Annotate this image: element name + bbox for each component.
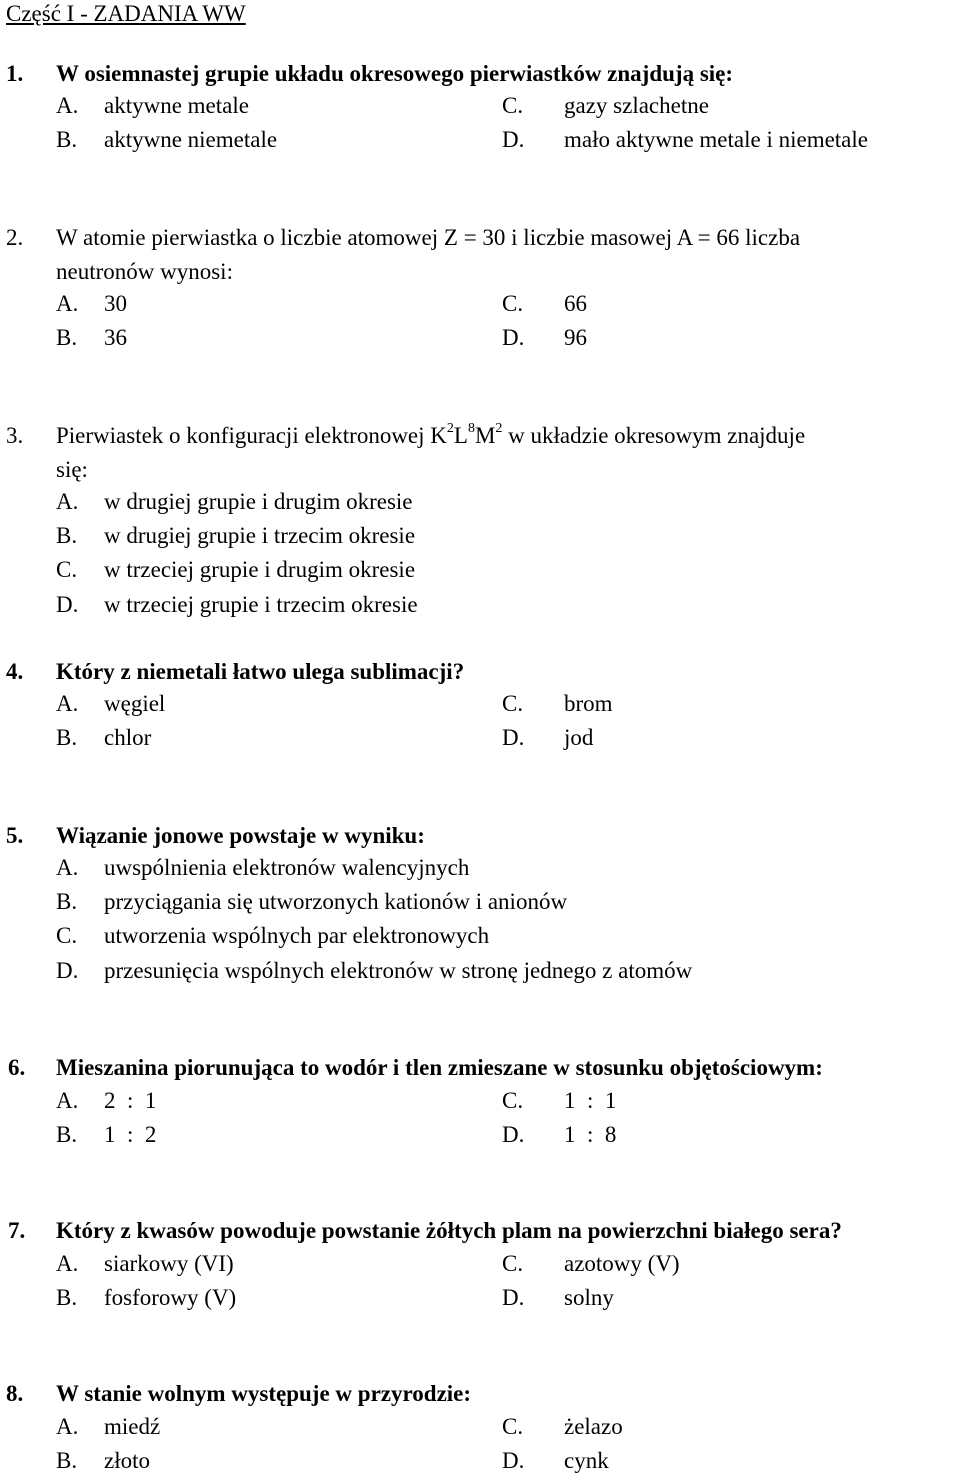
option-text: brom xyxy=(564,691,613,716)
option-label: A. xyxy=(56,855,79,880)
option-label: C. xyxy=(502,1088,524,1113)
question-text: W atomie pierwiastka o liczbie atomowej Z = 30 i liczbie masowej A = 66 liczba xyxy=(56,225,801,250)
option-text: 1 : 8 xyxy=(564,1122,617,1147)
option-label: B. xyxy=(56,523,78,548)
question-text-part: Pierwiastek o konfiguracji elektronowej K xyxy=(56,423,447,448)
superscript: 2 xyxy=(446,421,454,436)
question-text-part: w układzie okresowym znajduje xyxy=(502,423,806,448)
option-text: aktywne niemetale xyxy=(104,127,278,152)
option-label: A. xyxy=(56,1414,79,1439)
option-text: cynk xyxy=(564,1448,609,1473)
option-text: fosforowy (V) xyxy=(104,1285,237,1310)
option-label: C. xyxy=(502,1414,524,1439)
option-label: D. xyxy=(502,725,525,750)
option-text: 36 xyxy=(104,325,127,350)
option-text: w drugiej grupie i drugim okresie xyxy=(104,489,413,514)
question-number: 8. xyxy=(6,1381,24,1406)
option-text: w trzeciej grupie i trzecim okresie xyxy=(104,592,418,617)
option-text: miedź xyxy=(104,1414,161,1439)
question-text: W stanie wolnym występuje w przyrodzie: xyxy=(56,1381,472,1406)
option-text: 1 : 1 xyxy=(564,1088,617,1113)
question-number: 5. xyxy=(6,823,24,848)
question-number: 7. xyxy=(8,1218,26,1243)
option-label: D. xyxy=(56,958,79,983)
question-text xyxy=(56,421,806,448)
option-text: gazy szlachetne xyxy=(564,93,709,118)
option-label: B. xyxy=(56,127,78,152)
option-text: chlor xyxy=(104,725,152,750)
option-label: C. xyxy=(502,1251,524,1276)
option-text: siarkowy (VI) xyxy=(104,1251,234,1276)
question-text-continued: neutronów wynosi: xyxy=(56,259,233,284)
option-label: A. xyxy=(56,691,79,716)
superscript: 2 xyxy=(495,421,503,436)
option-text: w drugiej grupie i trzecim okresie xyxy=(104,523,416,548)
question-text-continued: się: xyxy=(56,457,88,482)
option-text: uwspólnienia elektronów walencyjnych xyxy=(104,855,470,880)
option-text: azotowy (V) xyxy=(564,1251,680,1276)
question-text-part: L xyxy=(453,423,468,448)
option-label: B. xyxy=(56,1122,78,1147)
option-label: D. xyxy=(502,127,525,152)
option-text: 1 : 2 xyxy=(104,1122,157,1147)
option-label: A. xyxy=(56,489,79,514)
option-text: przyciągania się utworzonych kationów i anionów xyxy=(104,889,568,914)
option-text: 2 : 1 xyxy=(104,1088,157,1113)
option-label: B. xyxy=(56,725,78,750)
option-text: 96 xyxy=(564,325,587,350)
option-text: solny xyxy=(564,1285,614,1310)
option-label: D. xyxy=(502,1122,525,1147)
option-label: C. xyxy=(502,291,524,316)
question-number: 1. xyxy=(6,61,24,86)
option-label: D. xyxy=(502,1448,525,1473)
question-text: Który z niemetali łatwo ulega sublimacji? xyxy=(56,659,465,684)
option-text: jod xyxy=(564,725,594,750)
question-text: Wiązanie jonowe powstaje w wyniku: xyxy=(56,823,425,848)
option-text: mało aktywne metale i niemetale xyxy=(564,127,868,152)
question-text: W osiemnastej grupie układu okresowego pierwiastków znajdują się: xyxy=(56,61,734,86)
option-text: aktywne metale xyxy=(104,93,249,118)
option-label: C. xyxy=(56,923,78,948)
question-number: 4. xyxy=(6,659,24,684)
option-label: C. xyxy=(56,557,78,582)
option-text: utworzenia wspólnych par elektronowych xyxy=(104,923,490,948)
option-text: 66 xyxy=(564,291,587,316)
option-text: w trzeciej grupie i drugim okresie xyxy=(104,557,416,582)
question-text-part: M xyxy=(474,423,496,448)
question-number: 3. xyxy=(6,423,24,448)
option-label: A. xyxy=(56,93,79,118)
option-label: C. xyxy=(502,93,524,118)
option-text: 30 xyxy=(104,291,127,316)
question-number: 2. xyxy=(6,225,24,250)
option-label: B. xyxy=(56,889,78,914)
option-label: D. xyxy=(56,592,79,617)
option-label: D. xyxy=(502,325,525,350)
option-text: żelazo xyxy=(564,1414,623,1439)
option-label: A. xyxy=(56,1088,79,1113)
question-text: Który z kwasów powoduje powstanie żółtych plam na powierzchni białego sera? xyxy=(56,1218,842,1243)
option-text: węgiel xyxy=(104,691,166,716)
superscript: 8 xyxy=(467,421,475,436)
option-label: C. xyxy=(502,691,524,716)
question-text: Mieszanina piorunująca to wodór i tlen zmieszane w stosunku objętościowym: xyxy=(56,1055,823,1080)
question-number: 6. xyxy=(8,1055,26,1080)
option-label: A. xyxy=(56,1251,79,1276)
page-title: Część I - ZADANIA WW xyxy=(6,1,246,26)
option-text: złoto xyxy=(104,1448,150,1473)
option-label: B. xyxy=(56,1448,78,1473)
option-label: B. xyxy=(56,1285,78,1310)
option-label: D. xyxy=(502,1285,525,1310)
option-label: B. xyxy=(56,325,78,350)
option-text: przesunięcia wspólnych elektronów w stronę jednego z atomów xyxy=(104,958,693,983)
option-label: A. xyxy=(56,291,79,316)
